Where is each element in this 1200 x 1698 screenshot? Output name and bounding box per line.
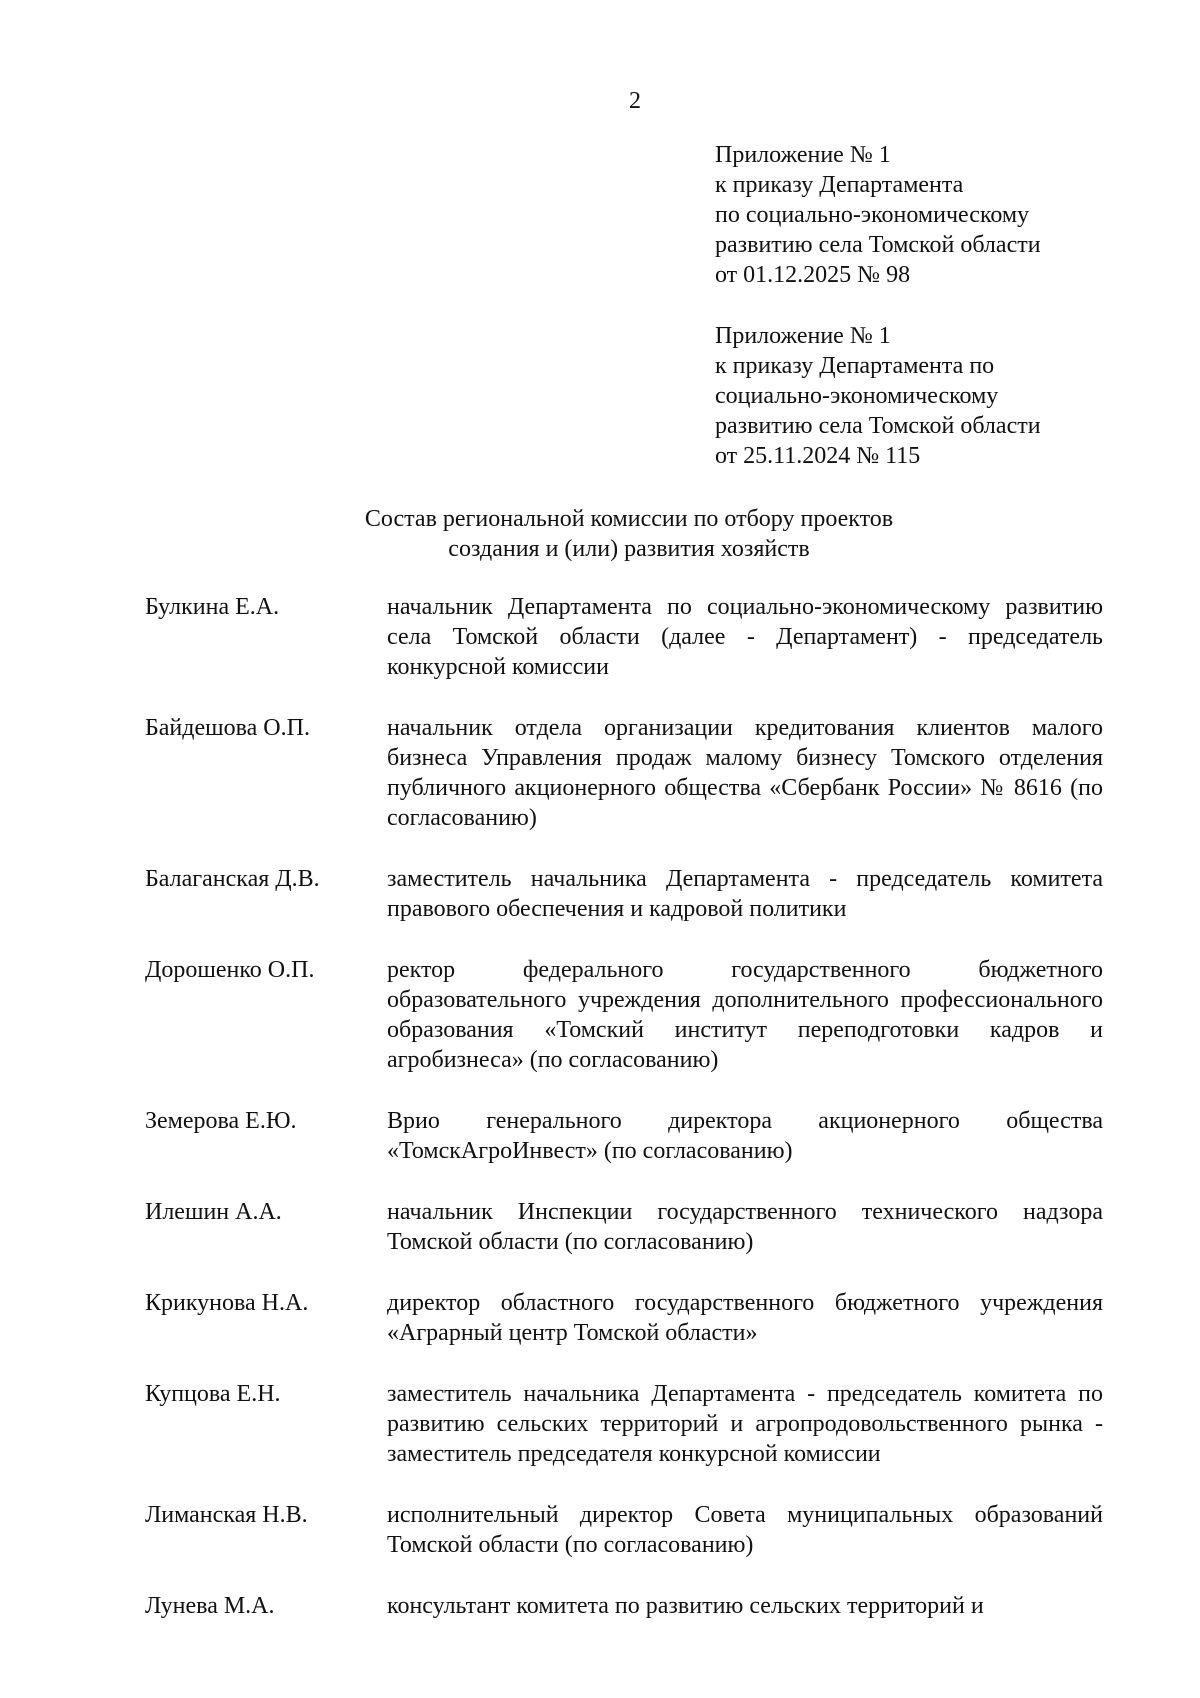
member-row [145, 864, 1103, 924]
member-row [145, 1197, 1103, 1257]
member-position: директор областного государственного бюджетного учреждения «Аграрный центр Томской области» [387, 1290, 1103, 1346]
appendix-line: к приказу Департамента по [715, 353, 995, 379]
member-row [145, 1379, 1103, 1469]
member-position: заместитель начальника Департамента - председатель комитета правового обеспечения и кадровой политики [387, 866, 1103, 922]
member-name: Балаганская Д.В. [145, 866, 320, 892]
appendix-line: к приказу Департамента [715, 172, 964, 198]
appendix-line: Приложение № 1 [715, 323, 891, 349]
page-number: 2 [629, 88, 641, 114]
member-name: Дорошенко О.П. [145, 957, 315, 983]
member-name: Лунева М.А. [145, 1593, 275, 1619]
member-row [145, 1500, 1103, 1560]
member-row [145, 592, 1103, 682]
member-row [145, 713, 1103, 833]
member-name: Земерова Е.Ю. [145, 1108, 297, 1134]
member-position: исполнительный директор Совета муниципальных образований Томской области (по согласованию) [387, 1502, 1103, 1558]
member-position: консультант комитета по развитию сельских территорий и [387, 1593, 984, 1619]
member-name: Булкина Е.А. [145, 594, 280, 620]
member-position: ректор федерального государственного бюджетного образовательного учреждения дополнительного профессионального образования «Томский институт переподготовки кадров и агробизнеса» (по согласованию) [387, 957, 1103, 1073]
member-position: начальник Департамента по социально-экономическому развитию села Томской области (далее - Департамент) - председатель конкурсной комиссии [387, 594, 1103, 680]
appendix-line: социально-экономическому [715, 383, 999, 409]
appendix-line: от 01.12.2025 № 98 [715, 262, 911, 288]
member-name: Купцова Е.Н. [145, 1381, 281, 1407]
appendix-block-previous [715, 321, 1155, 471]
appendix-line: развитию села Томской области [715, 232, 1041, 258]
member-position: Врио генерального директора акционерного общества «ТомскАгроИнвест» (по согласованию) [387, 1108, 1103, 1164]
document-title [0, 504, 1200, 564]
member-position: начальник Инспекции государственного технического надзора Томской области (по согласованию) [387, 1199, 1103, 1255]
member-position: начальник отдела организации кредитования клиентов малого бизнеса Управления продаж малому бизнесу Томского отделения публичного акционерного общества «Сбербанк России» № 8616 (по согласованию) [387, 715, 1103, 831]
member-row [145, 1591, 1103, 1621]
member-row [145, 1106, 1103, 1166]
appendix-line: по социально-экономическому [715, 202, 1030, 228]
member-row [145, 955, 1103, 1075]
title-line: Состав региональной комиссии по отбору проектов [364, 506, 894, 532]
appendix-line: развитию села Томской области [715, 413, 1041, 439]
member-row [145, 1288, 1103, 1348]
appendix-line: от 25.11.2024 № 115 [715, 443, 921, 469]
appendix-line: Приложение № 1 [715, 142, 891, 168]
member-name: Илешин А.А. [145, 1199, 282, 1225]
commission-members-list [145, 592, 1103, 1652]
member-name: Байдешова О.П. [145, 715, 310, 741]
member-name: Крикунова Н.А. [145, 1290, 309, 1316]
member-name: Лиманская Н.В. [145, 1502, 308, 1528]
member-position: заместитель начальника Департамента - председатель комитета по развитию сельских территорий и агропродовольственного рынка - заместитель председателя конкурсной комиссии [387, 1381, 1103, 1467]
appendix-block-current [715, 140, 1155, 290]
title-line: создания и (или) развития хозяйств [448, 536, 810, 562]
